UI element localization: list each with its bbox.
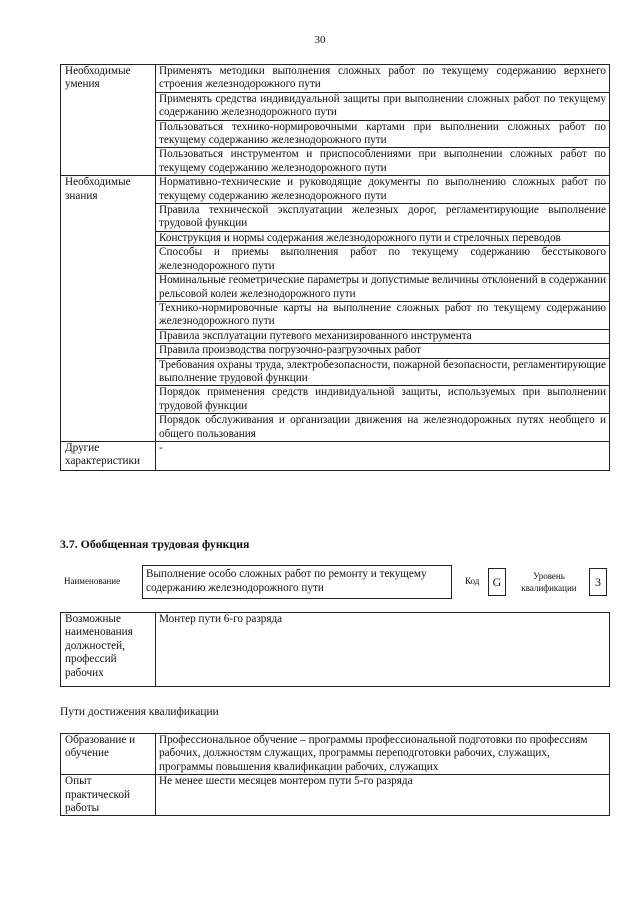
education-label: Образование и обучение [61, 734, 156, 775]
table-row [61, 176, 610, 204]
name-label: Наименование [64, 576, 121, 586]
table-row [61, 613, 610, 687]
knowledge-item: Правила технической эксплуатации железных дорог, регламентирующие выполнение трудовой функции [156, 204, 610, 232]
experience-label: Опыт практической работы [61, 775, 156, 816]
table-row [61, 65, 610, 93]
occupations-table [60, 612, 610, 687]
code-value: G [488, 568, 506, 596]
table-row [61, 775, 610, 816]
qualification-paths-table [60, 733, 610, 816]
code-label: Код [465, 576, 480, 586]
skill-item: Применять средства индивидуальной защиты при выполнении сложных работ по текущему содержанию железнодорожного пути [156, 92, 610, 120]
knowledge-item: Способы и приемы выполнения работ по текущему содержанию бесстыкового железнодорожного пути [156, 246, 610, 274]
knowledge-item: Порядок применения средств индивидуальной защиты, используемых при выполнении трудовой функции [156, 386, 610, 414]
function-name-value: Выполнение особо сложных работ по ремонту и текущему содержанию железнодорожного пути [142, 565, 452, 599]
occupations-label: Возможные наименования должностей, профессий рабочих [61, 613, 156, 687]
knowledge-item: Порядок обслуживания и организации движения на железнодорожных путях необщего и общего пользования [156, 414, 610, 442]
knowledge-item: Номинальные геометрические параметры и допустимые величины отклонений в содержании рельсовой колеи железнодорожного пути [156, 274, 610, 302]
level-value: 3 [589, 568, 607, 596]
page-number: 30 [314, 34, 326, 46]
skill-item: Пользоваться технико-нормировочными картами при выполнении сложных работ по текущему содержанию железнодорожного пути [156, 120, 610, 148]
skill-item: Применять методики выполнения сложных работ по текущему содержанию верхнего строения железнодорожного пути [156, 65, 610, 93]
knowledge-label: Необходимые знания [61, 176, 156, 442]
skill-item: Пользоваться инструментом и приспособлениями при выполнении сложных работ по текущему содержанию железнодорожного пути [156, 148, 610, 176]
knowledge-item: Технико-нормировочные карты на выполнение сложных работ по текущему содержанию железнодорожного пути [156, 301, 610, 329]
paths-title: Пути достижения квалификации [60, 706, 219, 718]
skills-label: Необходимые умения [61, 65, 156, 176]
level-label: Уровень квалификации [521, 571, 577, 593]
education-value: Профессиональное обучение – программы профессиональной подготовки по профессиям рабочих, должностям служащих, программы переподготовки рабочих, служащих, программы повышения квалификации рабочих, служащих [156, 734, 610, 775]
knowledge-item: Конструкция и нормы содержания железнодорожного пути и стрелочных переводов [156, 231, 610, 245]
section-title: 3.7. Обобщенная трудовая функция [60, 537, 250, 551]
knowledge-item: Правила эксплуатации путевого механизированного инструмента [156, 329, 610, 343]
skills-knowledge-table [60, 64, 610, 471]
table-row [61, 734, 610, 775]
other-label: Другие характеристики [61, 441, 156, 470]
table-row [61, 441, 610, 470]
knowledge-item: Нормативно-технические и руководящие документы по выполнению сложных работ по текущему содержанию железнодорожного пути [156, 176, 610, 204]
function-name-row [60, 565, 610, 599]
occupations-value: Монтер пути 6-го разряда [156, 613, 610, 687]
other-value: - [156, 441, 610, 470]
experience-value: Не менее шести месяцев монтером пути 5-го разряда [156, 775, 610, 816]
knowledge-item: Требования охраны труда, электробезопасности, пожарной безопасности, регламентирующие выполнение трудовой функции [156, 358, 610, 386]
knowledge-item: Правила производства погрузочно-разгрузочных работ [156, 344, 610, 358]
